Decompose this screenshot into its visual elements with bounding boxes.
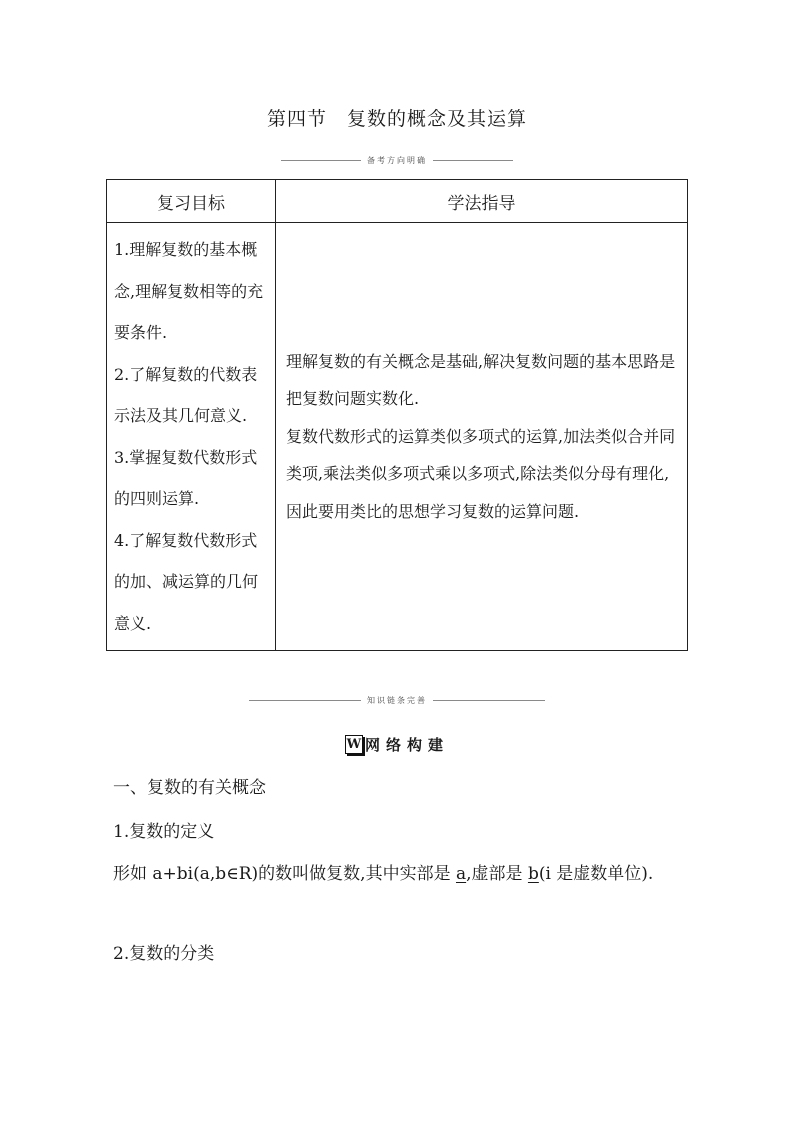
goal-item: 2.了解复数的代数表示法及其几何意义. (114, 364, 258, 425)
subheading-definition: 1.复数的定义 (113, 822, 215, 842)
real-part-answer: a (455, 864, 467, 884)
divider-label: 知识链条完善 (367, 696, 427, 705)
heading-concepts: 一、复数的有关概念 (113, 778, 266, 798)
section-divider-exam-direction (0, 155, 794, 166)
definition-text: 形如 a+bi(a,b∈R)的数叫做复数,其中实部是 (113, 864, 456, 884)
subheading-classification: 2.复数的分类 (113, 944, 215, 964)
divider-line-right (433, 160, 513, 161)
table-row (107, 223, 688, 651)
review-guide-table (106, 179, 688, 651)
goal-item: 1.理解复数的基本概念,理解复数相等的充要条件. (114, 240, 264, 342)
definition-text: (i 是虚数单位). (538, 864, 654, 884)
table-header-row (107, 180, 688, 223)
header-study-method: 学法指导 (276, 180, 688, 223)
section-badge-label: 网络构建 (364, 736, 449, 754)
section-badge (0, 734, 794, 755)
imaginary-part-answer: b (527, 864, 539, 884)
method-paragraph: 复数代数形式的运算类似多项式的运算,加法类似合并同类项,乘法类似多项式乘以多项式,除法类似分母有理化,因此要用类比的思想学习复数的运算问题. (286, 426, 676, 521)
study-method-cell (276, 223, 688, 651)
definition-text: ,虚部是 (466, 864, 528, 884)
page-title: 第四节 复数的概念及其运算 (266, 108, 527, 130)
review-goals-cell (107, 223, 276, 651)
goal-item: 4.了解复数代数形式的加、减运算的几何意义. (114, 530, 259, 633)
section-divider-knowledge-chain (0, 695, 794, 706)
divider-line-left (281, 160, 361, 161)
method-paragraph: 理解复数的有关概念是基础,解决复数问题的基本思路是把复数问题实数化. (286, 351, 676, 409)
divider-line-right (433, 700, 545, 701)
divider-line-left (249, 700, 361, 701)
definition-paragraph (113, 853, 688, 895)
header-review-goals: 复习目标 (107, 180, 276, 223)
goal-item: 3.掌握复数代数形式的四则运算. (114, 447, 258, 508)
divider-label: 备考方向明确 (367, 156, 427, 165)
w-letter-icon: W (346, 737, 362, 752)
